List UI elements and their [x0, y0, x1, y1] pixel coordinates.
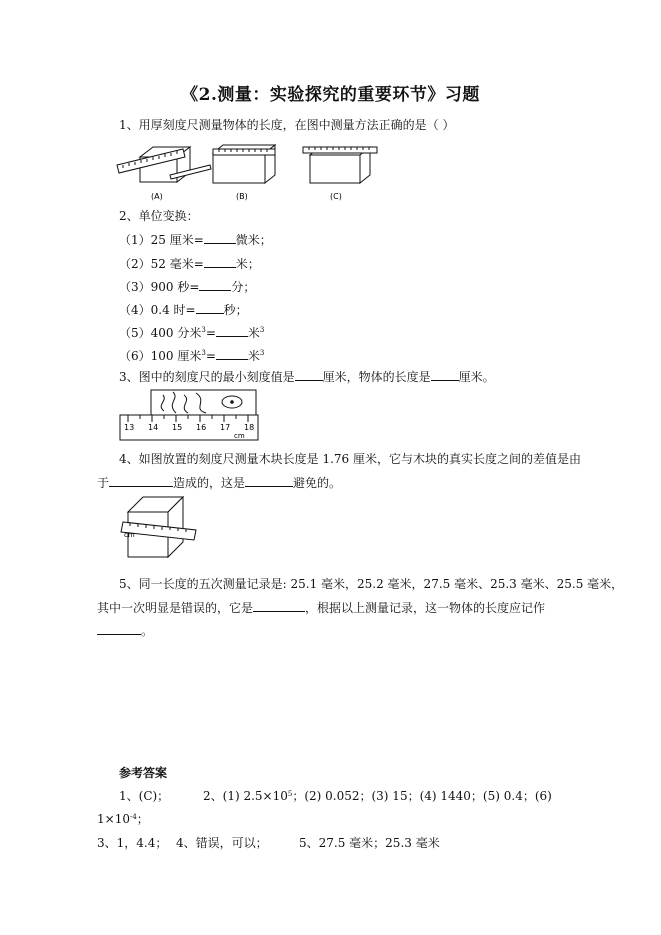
tick-label-17: 17 — [220, 423, 231, 432]
tick-label-16: 16 — [196, 423, 207, 432]
figure-c-ruler — [303, 147, 377, 153]
tick-label-15: 15 — [172, 423, 183, 432]
answer-blank[interactable] — [216, 324, 248, 337]
measured-object — [151, 390, 256, 415]
caption-b: (B) — [236, 192, 248, 201]
caption-a: (A) — [151, 192, 163, 201]
q2-item-4: （4）0.4 时= 秒； — [119, 303, 248, 317]
figure-b-ruler — [213, 149, 275, 155]
answer-blank[interactable] — [431, 368, 459, 381]
caption-c: (C) — [330, 192, 342, 201]
answer-blank[interactable] — [295, 368, 323, 381]
answer-4: 4、错误，可以； — [176, 836, 268, 850]
question-5-line-2: 其中一次明显是错误的，它是 ，根据以上测量记录，这一物体的长度应记作 — [97, 601, 546, 615]
question-1-figure — [115, 135, 415, 205]
answer-2-continued: $1\times 10^{-4}$； — [97, 812, 149, 826]
answer-blank[interactable] — [216, 347, 248, 360]
answer-blank[interactable] — [253, 599, 305, 612]
ruler-unit: cm — [234, 432, 245, 440]
page-title: 《2.测量：实验探究的重要环节》习题 — [181, 85, 480, 105]
question-4-line-2: 于 造成的，这是 避免的。 — [97, 476, 342, 490]
tick-label-18: 18 — [244, 423, 255, 432]
q2-item-1: （1）25 厘米= 微米； — [119, 233, 272, 247]
question-3-ruler-figure — [118, 387, 263, 442]
answer-blank[interactable] — [196, 301, 224, 314]
tick-label-14: 14 — [148, 423, 159, 432]
q2-item-3: （3）900 秒= 分； — [119, 280, 256, 294]
answer-blank[interactable] — [97, 622, 141, 635]
question-5-line-1: 5、同一长度的五次测量记录是: 25.1 毫米，25.2 毫米，27.5 毫米、25.3 毫米、25.5 毫米， — [119, 577, 624, 591]
question-3-text: 3、图中的刻度尺的最小刻度值是 厘米，物体的长度是 厘米。 — [119, 370, 495, 384]
question-4-block-figure — [118, 492, 208, 562]
answer-blank[interactable] — [199, 278, 231, 291]
q2-item-5: （5）400 分米$^3$= 米$^3$ — [119, 326, 265, 340]
question-2-text: 2、单位变换： — [119, 209, 199, 223]
question-1-text: 1、用厚刻度尺测量物体的长度，在图中测量方法正确的是（ ） — [119, 118, 455, 132]
tick-label-13: 13 — [124, 423, 135, 432]
answer-2: 2、(1) $2.5\times 10^5$；(2) 0.052；(3) 15；(4) 1440；(5) 0.4；(6) — [203, 789, 552, 803]
answer-blank[interactable] — [204, 231, 236, 244]
answer-blank[interactable] — [109, 474, 173, 487]
answer-3: 3、1，4.4； — [97, 836, 168, 850]
question-4-line-1: 4、如图放置的刻度尺测量木块长度是 1.76 厘米，它与木块的真实长度之间的差值是由 — [119, 452, 581, 466]
ruler-unit: cm — [124, 531, 135, 539]
q2-item-6: （6）100 厘米$^3$= 米$^3$ — [119, 349, 265, 363]
answer-1: 1、(C)； — [119, 789, 170, 803]
answer-blank[interactable] — [204, 255, 236, 268]
q2-item-2: （2）52 毫米= 米； — [119, 257, 260, 271]
answer-blank[interactable] — [245, 474, 293, 487]
question-5-line-3: 。 — [97, 622, 153, 639]
answers-heading: 参考答案 — [119, 766, 168, 780]
answer-5: 5、27.5 毫米；25.3 毫米 — [299, 836, 440, 850]
